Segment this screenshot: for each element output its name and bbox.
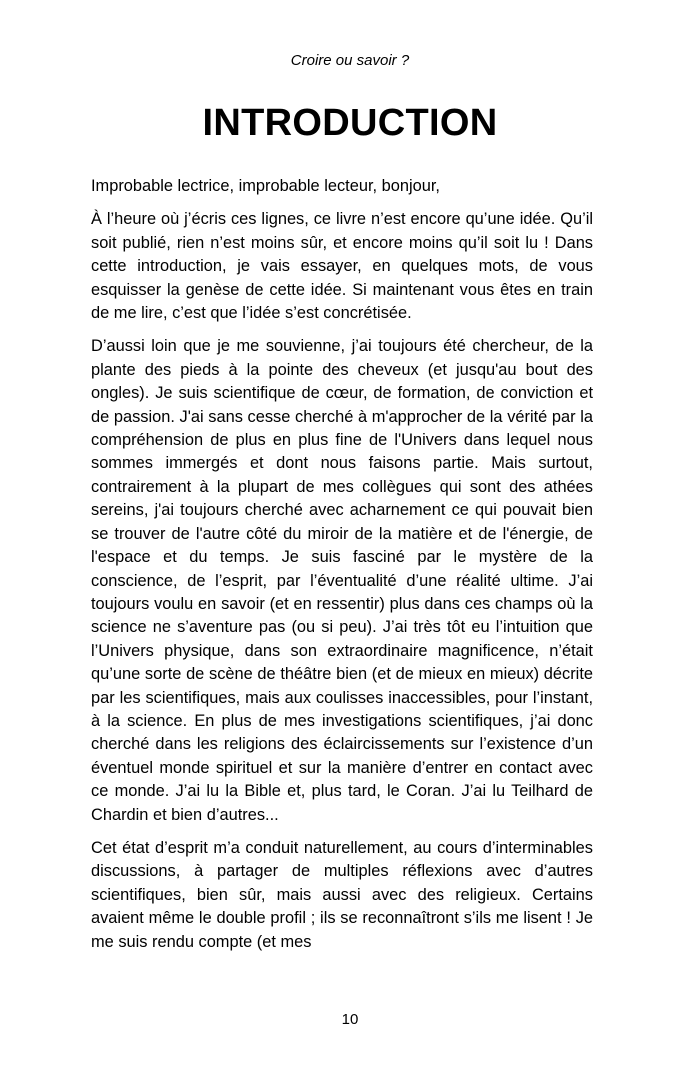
running-header: Croire ou savoir ? <box>290 52 410 69</box>
paragraph: Cet état d’esprit m’a conduit naturellement, au cours d’interminables discussions, à partager de multiples réflexions avec d’autres scientifiques, bien sûr, mais aussi avec des religieux. Certains avaient même le double profil ; ils se reconnaîtront s’ils me lisent ! Je me suis rendu compte (et mes <box>91 838 593 951</box>
page-number: 10 <box>341 1011 359 1028</box>
body-text <box>91 175 593 964</box>
paragraph: À l’heure où j’écris ces lignes, ce livre n’est encore qu’une idée. Qu’il soit publié, rien n’est moins sûr, et encore moins qu’il soit lu ! Dans cette introduction, je vais essayer, en quelques mots, de vous esquisser la genèse de cette idée. Si maintenant vous êtes en train de me lire, c’est que l’idée s’est concrétisée. <box>91 210 593 323</box>
paragraph-greeting: Improbable lectrice, improbable lecteur, bonjour, <box>91 177 440 195</box>
chapter-title: INTRODUCTION <box>202 102 498 144</box>
paragraph: D’aussi loin que je me souvienne, j’ai toujours été chercheur, de la plante des pieds à la pointe des cheveux (et jusqu'au bout des ongles). Je suis scientifique de cœur, de formation, de conviction et de passion. J'ai sans cesse cherché à m'approcher de la vérité par la compréhension de plus en plus fine de l'Univers dans lequel nous sommes immergés et dont nous faisons partie. Mais surtout, contrairement à la plupart de mes collègues qui sont des athées sereins, j'ai toujours cherché avec acharnement ce qui pouvait bien se trouver de l'autre côté du miroir de la matière et de l'énergie, de l'espace et du temps. Je suis fasciné par le mystère de la conscience, de l’esprit, par l’éventualité d’une réalité ultime. J’ai toujours voulu en savoir (et en ressentir) plus dans ces champs où la science ne s’aventure pas (ou si peu). J’ai très tôt eu l’intuition que l’Univers physique, dans son extraordinaire magnificence, n’était qu’une sorte de scène de théâtre bien (et de mieux en mieux) décrite par les scientifiques, mais aux coulisses inaccessibles, pour l’instant, à la science. En plus de mes investigations scientifiques, j’ai donc cherché dans les religions des éclaircissements sur l’existence d’un éventuel monde spirituel et sur la manière d’entrer en contact avec ce monde. J’ai lu la Bible et, plus tard, le Coran. J’ai lu Teilhard de Chardin et bien d’autres... <box>91 337 593 824</box>
